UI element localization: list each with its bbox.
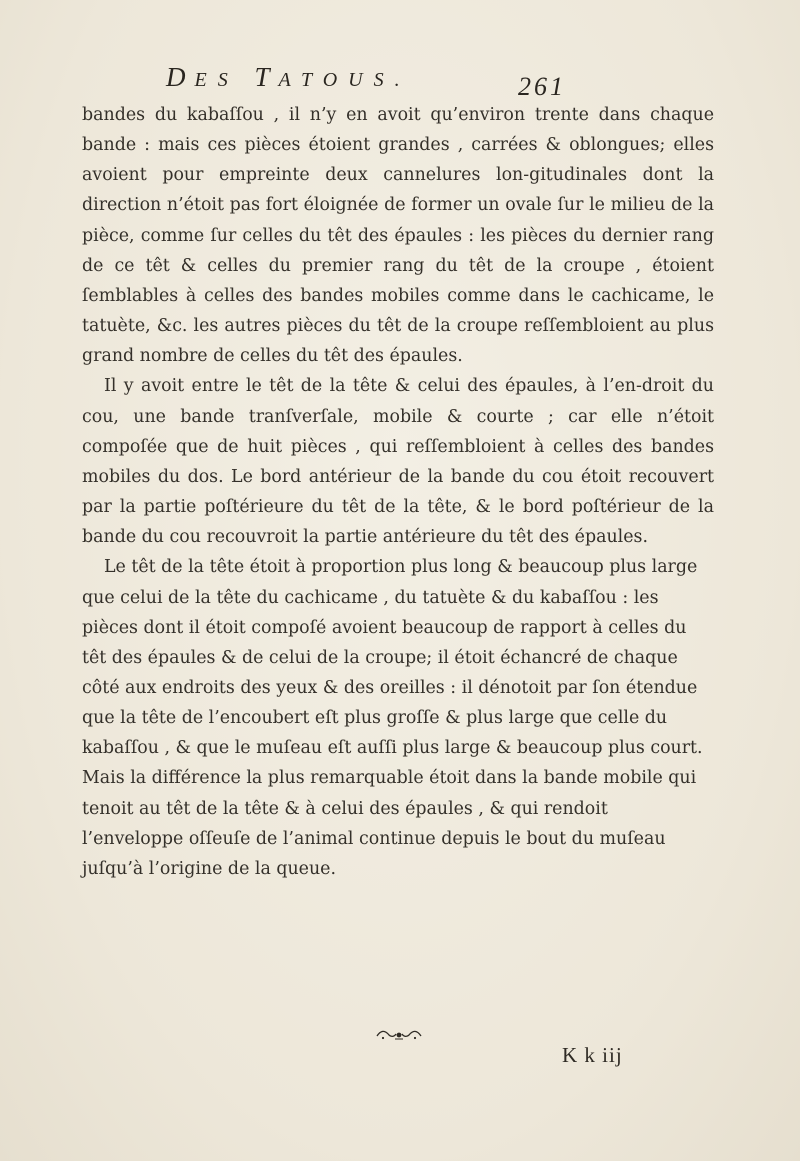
- page-number: 261: [518, 72, 566, 101]
- running-head-rest-des: ES: [194, 69, 239, 91]
- signature-mark: K k iij: [562, 1043, 623, 1067]
- body-text: [82, 100, 714, 884]
- paragraph-3: Le têt de la tête étoit à proportion plus long & beaucoup plus large que celui de la tête du cachicame , du tatuète & du kabaſſou : les pièces dont il étoit compoſé avoient beaucoup de rapport à celles du têt des épaules & de celui de la croupe; il étoit échancré de chaque côté aux endroits des yeux & des oreilles : il dénotoit par ſon étendue que la tête de l’encoubert eſt plus groſſe & plus large que celle du kabaſſou , & que le muſeau eſt auſſi plus large & beaucoup plus court. Mais la différence la plus remarquable étoit dans la bande mobile qui tenoit au têt de la tête & à celui des épaules , & qui rendoit l’enveloppe oſſeuſe de l’animal continue depuis le bout du muſeau juſqu’à l’origine de la queue.: [82, 557, 703, 879]
- paragraph-2: Il y avoit entre le têt de la tête & celui des épaules, à l’en-droit du cou, une bande tranſverſale, mobile & courte ; car elle n’étoit compoſée que de huit pièces , qui reſſembloient à celles des bandes mobiles du dos. Le bord antérieur de la bande du cou étoit recouvert par la partie poſtérieure du têt de la tête, & le bord poſtérieur de la bande du cou recouvroit la partie antérieure du têt des épaules.: [82, 376, 714, 548]
- paragraph-1: bandes du kabaſſou , il n’y en avoit qu’environ trente dans chaque bande : mais ces pièces étoient grandes , carrées & oblongues; elles avoient pour empreinte deux cannelures lon-gitudinales dont la direction n’étoit pas fort éloignée de former un ovale ſur le milieu de la pièce, comme ſur celles du têt des épaules : les pièces du dernier rang de ce têt & celles du premier rang du têt de la croupe , étoient ſemblables à celles des bandes mobiles comme dans le cachicame, le tatuète, &c. les autres pièces du têt de la croupe reſſembloient au plus grand nombre de celles du têt des épaules.: [82, 105, 714, 367]
- running-head-initial-t: T: [254, 62, 279, 92]
- fleuron-ornament-icon: [375, 1028, 423, 1042]
- running-head-rest-tatous: ATOUS.: [278, 69, 411, 91]
- running-head-initial-d: D: [166, 62, 195, 92]
